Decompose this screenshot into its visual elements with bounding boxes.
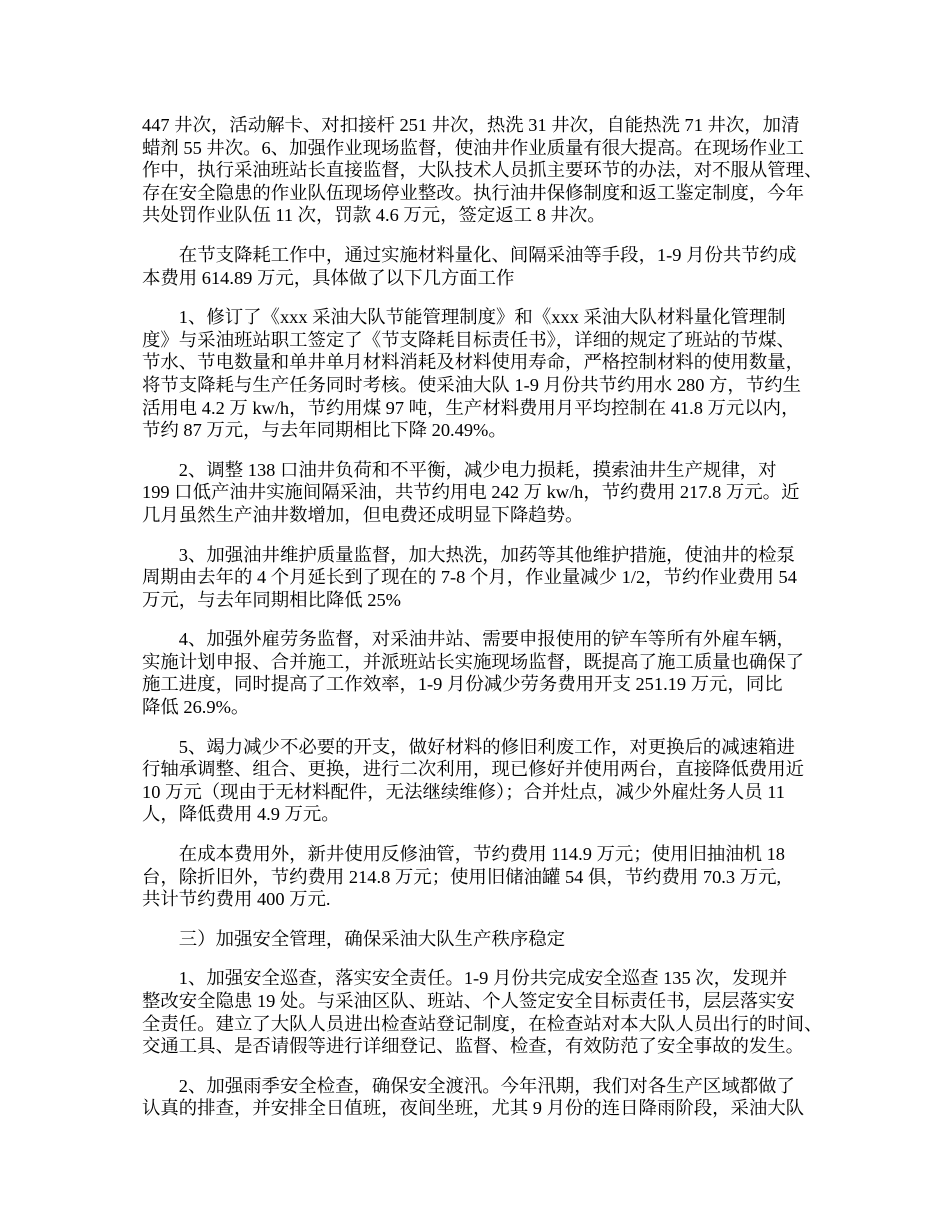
text-line: 交通工具、是否请假等进行详细登记、监督、检查，有效防范了安全事故的发生。: [142, 1036, 805, 1057]
text-line: 全责任。建立了大队人员进出检查站登记制度，在检查站对本大队人员出行的时间、: [142, 1013, 823, 1034]
paragraph-item-3: [142, 544, 832, 612]
paragraph-other-savings: [142, 843, 832, 911]
text-line: 4、加强外雇劳务监督，对采油井站、需要申报使用的铲车等所有外雇车辆，: [178, 629, 795, 650]
text-line: 1、修订了《xxx 采油大队节能管理制度》和《xxx 采油大队材料量化管理制: [178, 307, 786, 328]
text-line: 整改安全隐患 19 处。与采油区队、班站、个人签定安全目标责任书，层层落实安: [142, 991, 795, 1011]
text-line: 三）加强安全管理，确保采油大队生产秩序稳定: [178, 928, 566, 949]
text-line: 节水、节电数量和单井单月材料消耗及材料使用寿命，严格控制材料的使用数量，: [142, 352, 805, 373]
text-line: 万元，与去年同期相比降低 25%: [142, 589, 401, 610]
section-heading-safety: [142, 928, 832, 951]
text-line: 447 井次，活动解卡、对扣接杆 251 井次，热洗 31 井次，自能热洗 71 井次，加清: [142, 115, 800, 135]
text-line: 3、加强油井维护质量监督，加大热洗，加药等其他维护措施，使油井的检泵: [178, 544, 795, 565]
text-line: 2、调整 138 口油井负荷和不平衡，减少电力损耗，摸索油井生产规律，对: [178, 459, 777, 480]
text-line: 2、加强雨季安全检查，确保安全渡汛。今年汛期，我们对各生产区域都做了: [178, 1075, 795, 1096]
text-line: 活用电 4.2 万 kw/h，节约用煤 97 吨，生产材料费用月平均控制在 41.8 万元以内，: [142, 397, 800, 418]
paragraph-continuation: [142, 114, 832, 227]
text-line: 在节支降耗工作中，通过实施材料量化、间隔采油等手段，1-9 月份共节约成: [178, 244, 797, 265]
paragraph-item-5: [142, 736, 832, 826]
text-line: 台，除折旧外，节约费用 214.8 万元；使用旧储油罐 54 俱，节约费用 70.3 万元,: [142, 866, 782, 887]
text-line: 本费用 614.89 万元，具体做了以下几方面工作: [142, 267, 515, 288]
text-line: 周期由去年的 4 个月延长到了现在的 7-8 个月，作业量减少 1/2，节约作业费用 54: [142, 567, 797, 588]
text-line: 199 口低产油井实施间隔采油，共节约用电 242 万 kw/h，节约费用 217.8 万元。近: [142, 482, 800, 503]
text-line: 1、加强安全巡查，落实安全责任。1-9 月份共完成安全巡查 135 次，发现并: [178, 968, 788, 989]
text-line: 10 万元（现由于无材料配件，无法继续维修）；合并灶点，减少外雇灶务人员 11: [142, 781, 785, 802]
text-line: 在成本费用外，新井使用反修油管，节约费用 114.9 万元；使用旧抽油机 18: [178, 844, 786, 865]
text-line: 将节支降耗与生产任务同时考核。使采油大队 1-9 月份共节约用水 280 方，节约生: [142, 374, 801, 395]
paragraph-cost-saving-intro: [142, 244, 832, 289]
text-line: 人，降低费用 4.9 万元。: [142, 804, 340, 825]
text-line: 几月虽然生产油井数增加，但电费还成明显下降趋势。: [142, 504, 584, 525]
paragraph-item-4: [142, 628, 832, 718]
paragraph-safety-item-2: [142, 1075, 832, 1120]
text-line: 行轴承调整、组合、更换，进行二次利用，现已修好并使用两台，直接降低费用近: [142, 759, 805, 780]
text-line: 存在安全隐患的作业队伍现场停业整改。执行油井保修制度和返工鉴定制度，今年: [142, 182, 805, 203]
text-line: 认真的排查，并安排全日值班，夜间坐班，尤其 9 月份的连日降雨阶段，采油大队: [142, 1098, 805, 1119]
text-line: 降低 26.9%。: [142, 697, 250, 718]
paragraph-item-2: [142, 459, 832, 527]
paragraph-safety-item-1: [142, 967, 832, 1057]
document-body: [142, 114, 832, 1137]
text-line: 施工进度，同时提高了工作效率，1-9 月份减少劳务费用开支 251.19 万元，同比: [142, 674, 783, 695]
text-line: 实施计划申报、合并施工，并派班站长实施现场监督，既提高了施工质量也确保了: [142, 651, 805, 672]
paragraph-item-1: [142, 306, 832, 442]
text-line: 5、竭力减少不必要的开支，做好材料的修旧利废工作，对更换后的减速箱进: [178, 736, 795, 757]
text-line: 蜡剂 55 井次。6、加强作业现场监督，使油井作业质量有很大提高。在现场作业工: [142, 137, 805, 158]
text-line: 节约 87 万元，与去年同期相比下降 20.49%。: [142, 420, 507, 441]
text-line: 度》与采油班站职工签定了《节支降耗目标责任书》，详细的规定了班站的节煤、: [142, 329, 795, 350]
text-line: 共处罚作业队伍 11 次，罚款 4.6 万元，签定返工 8 井次。: [142, 205, 606, 226]
text-line: 共计节约费用 400 万元.: [142, 889, 331, 910]
text-line: 作中，执行采油班站长直接监督，大队技术人员抓主要环节的办法，对不服从管理、: [142, 160, 823, 181]
